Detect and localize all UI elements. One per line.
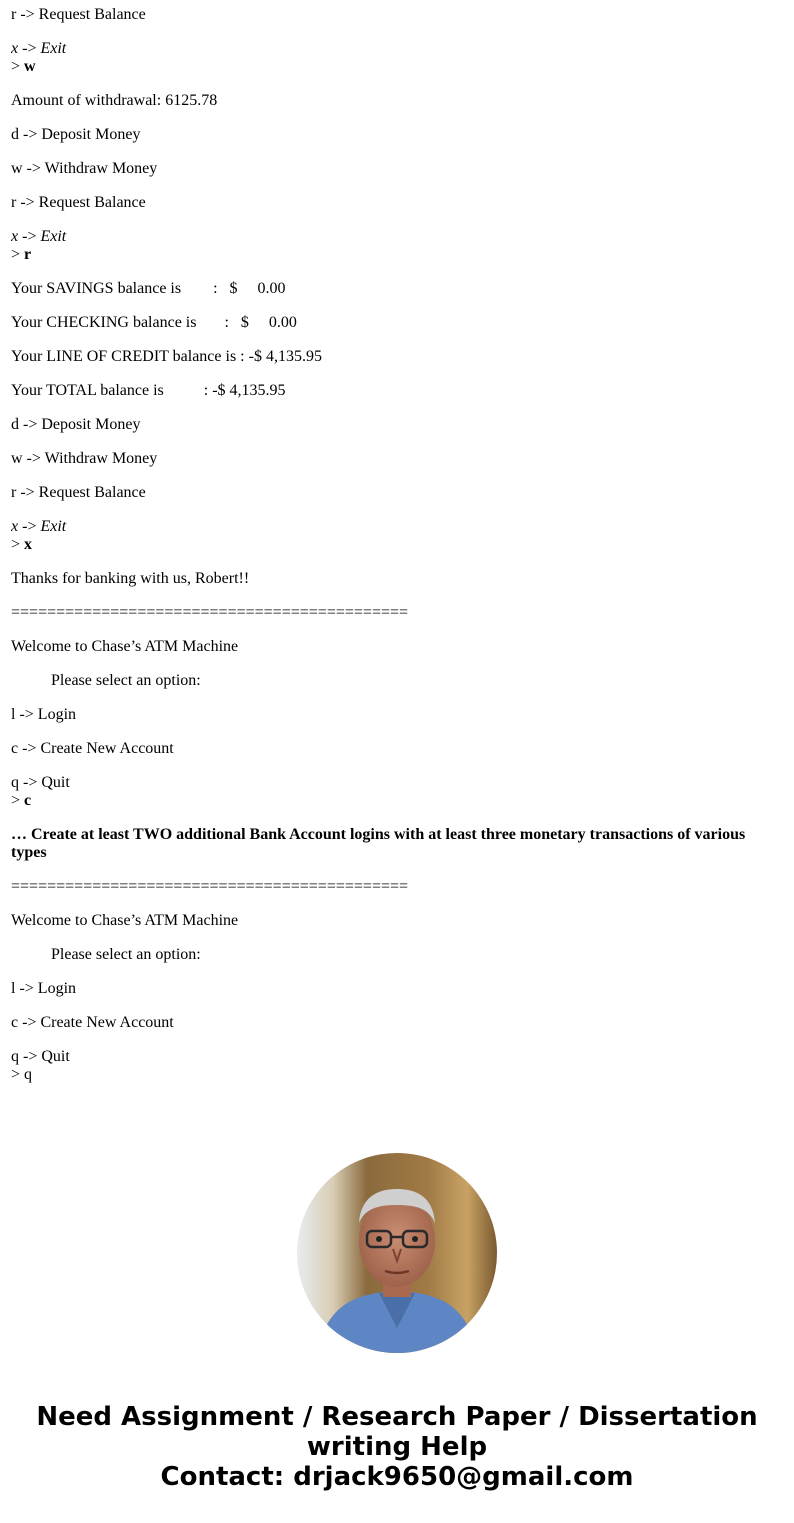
line-of-credit-balance: Your LINE OF CREDIT balance is : -$ 4,135.95 (11, 348, 322, 365)
withdrawal-amount: Amount of withdrawal: 6125.78 (11, 92, 218, 109)
prompt-x-value: x (24, 536, 33, 553)
prompt-c-value: c (24, 792, 32, 809)
footer-line-1: Need Assignment / Research Paper / Dissertation (36, 1402, 758, 1432)
prompt-q: > q (11, 1066, 33, 1083)
footer-line-2: writing Help (306, 1432, 488, 1462)
menu-withdraw: w -> Withdraw Money (11, 160, 158, 177)
prompt-w-value: w (24, 58, 36, 75)
welcome-message: Welcome to Chase’s ATM Machine (11, 638, 239, 655)
instruction-note: … Create at least TWO additional Bank Account logins with at least three monetary transactions of various types (11, 826, 746, 861)
separator: ============================================ (11, 604, 409, 621)
menu-exit: x -> Exit (11, 228, 67, 245)
exit-word: Exit (40, 40, 67, 57)
footer-banner (0, 1402, 794, 1492)
savings-balance: Your SAVINGS balance is : $ 0.00 (11, 280, 286, 297)
exit-key: x (11, 40, 19, 57)
prompt-w: > w (11, 58, 36, 75)
menu-login: l -> Login (11, 980, 77, 997)
menu-request-balance: r -> Request Balance (11, 484, 146, 501)
menu-deposit: d -> Deposit Money (11, 126, 141, 143)
prompt-r: > r (11, 246, 32, 263)
thanks-message: Thanks for banking with us, Robert!! (11, 570, 250, 587)
exit-key: x (11, 228, 19, 245)
menu-create-account: c -> Create New Account (11, 1014, 174, 1031)
menu-exit: x -> Exit (11, 518, 67, 535)
menu-login: l -> Login (11, 706, 77, 723)
menu-create-account: c -> Create New Account (11, 740, 174, 757)
menu-quit: q -> Quit (11, 1048, 70, 1065)
total-balance: Your TOTAL balance is : -$ 4,135.95 (11, 382, 286, 399)
menu-deposit: d -> Deposit Money (11, 416, 141, 433)
prompt-x: > x (11, 536, 33, 553)
footer-contact: Contact: drjack9650@gmail.com (160, 1462, 634, 1492)
prompt-r-value: r (24, 246, 32, 263)
exit-key: x (11, 518, 19, 535)
menu-exit: x -> Exit (11, 40, 67, 57)
select-option-prompt: Please select an option: (51, 672, 201, 689)
document-body (11, 0, 783, 1122)
separator: ============================================ (11, 878, 409, 895)
menu-quit: q -> Quit (11, 774, 70, 791)
welcome-message: Welcome to Chase’s ATM Machine (11, 912, 239, 929)
menu-request-balance: r -> Request Balance (11, 6, 146, 23)
prompt-c: > c (11, 792, 32, 809)
avatar-photo (297, 1153, 497, 1353)
checking-balance: Your CHECKING balance is : $ 0.00 (11, 314, 297, 331)
select-option-prompt: Please select an option: (51, 946, 201, 963)
author-avatar (297, 1153, 497, 1353)
menu-request-balance: r -> Request Balance (11, 194, 146, 211)
menu-withdraw: w -> Withdraw Money (11, 450, 158, 467)
exit-word: Exit (40, 518, 67, 535)
exit-word: Exit (40, 228, 67, 245)
